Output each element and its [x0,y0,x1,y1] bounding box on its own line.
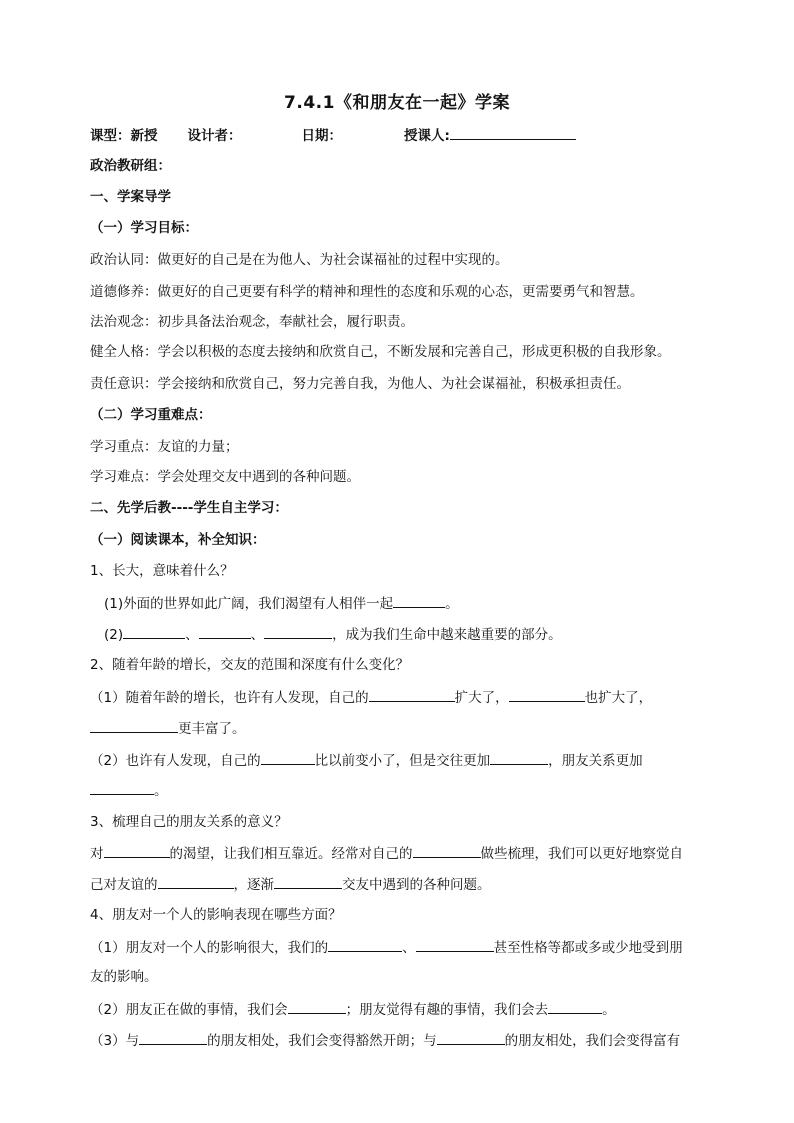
difficult-point: 学习难点：学会处理交友中遇到的各种问题。 [90,469,360,485]
q2a-text: （1）随着年龄的增长，也许有人发现，自己的 [90,690,369,706]
goal-responsibility: 责任意识：学会接纳和欣赏自己，努力完善自我，为他人、为社会谋福祉，积极承担责任。 [90,376,630,392]
q4b-end: 。 [602,1002,616,1018]
fill-blank[interactable] [437,1030,505,1045]
section-1-1-heading: （一）学习目标： [90,220,198,236]
q1b-end: ，成为我们生命中越来越重要的部分。 [332,627,562,643]
q4c-text: 的朋友相处，我们会变得富有 [504,1033,681,1049]
fill-blank[interactable] [288,999,346,1014]
goal-personality: 健全人格：学会以积极的态度去接纳和欣赏自己，不断发展和完善自己，形成更积极的自我形象。 [90,344,671,360]
fill-blank[interactable] [139,1030,207,1045]
q3b-text: 交友中遇到的各种问题。 [342,877,491,893]
q1a-end: 。 [445,596,459,612]
question-2b-cont [90,780,168,801]
goal-political: 政治认同：做更好的自己是在为他人、为社会谋福祉的过程中实现的。 [90,252,509,268]
page-title: 7.4.1《和朋友在一起》学案 [284,93,510,113]
question-4a [90,937,683,958]
q1a-text: (1)外面的世界如此广阔，我们渴望有人相伴一起 [104,596,394,612]
q2b-text: 比以前变小了，但是交往更加 [314,753,491,769]
question-2a [90,687,652,708]
q3a-text: 做些梳理，我们可以更好地察觉自 [480,846,683,862]
fill-blank[interactable] [123,624,185,639]
question-2b [90,750,643,771]
q2a-end: 更丰富了。 [178,721,246,737]
question-1: 1、长大，意味着什么？ [90,563,234,579]
q1b-text: (2) [104,627,124,643]
fill-blank[interactable] [416,937,494,952]
q3b-text: 己对友谊的 [90,877,158,893]
q1b-sep: 、 [250,627,265,643]
q2b-end: 。 [154,783,168,799]
goal-law: 法治观念：初步具备法治观念，奉献社会，履行职责。 [90,314,414,330]
fill-blank[interactable] [90,718,178,733]
question-2: 2、随着年龄的增长，交友的范围和深度有什么变化？ [90,657,410,673]
section-2-1-heading: （一）阅读课本，补全知识： [90,532,266,548]
question-4a-cont: 友的影响。 [90,969,158,985]
lesson-type: 课型：新授 [90,128,158,144]
fill-blank[interactable] [393,593,445,608]
fill-blank[interactable] [158,874,234,889]
q2a-text: 也扩大了， [584,690,653,706]
fill-blank[interactable] [274,874,342,889]
fill-blank[interactable] [328,937,402,952]
question-4c [90,1030,680,1051]
q4a-text: （1）朋友对一个人的影响很大，我们的 [90,940,329,956]
fill-blank[interactable] [548,999,602,1014]
q4b-text: （2）朋友正在做的事情，我们会 [90,1002,288,1018]
section-1-2-heading: （二）学习重难点： [90,407,212,423]
question-1a [104,593,459,614]
section-2-heading: 二、先学后教----学生自主学习： [90,500,288,516]
question-1b [104,624,562,645]
question-4: 4、朋友对一个人的影响表现在哪些方面？ [90,907,342,923]
q4c-text: （3）与 [90,1033,140,1049]
fill-blank[interactable] [413,843,481,858]
q4a-text: 甚至性格等都或多或少地受到朋 [493,940,683,956]
q2b-text: ，朋友关系更加 [548,753,643,769]
q4c-text: 的朋友相处，我们会变得豁然开朗；与 [207,1033,437,1049]
fill-blank[interactable] [490,750,548,765]
question-2a-cont [90,718,246,739]
q3a-text: 的渴望，让我们相互靠近。经常对自己的 [169,846,413,862]
q4b-text: ；朋友觉得有趣的事情，我们会去 [345,1002,549,1018]
q2a-text: 扩大了， [454,690,509,706]
fill-blank[interactable] [261,750,315,765]
fill-blank[interactable] [104,843,170,858]
section-1-heading: 一、学案导学 [90,189,171,205]
question-4b [90,999,616,1020]
q2b-text: （2）也许有人发现，自己的 [90,753,261,769]
q1b-sep: 、 [185,627,199,643]
group-label: 政治教研组： [90,158,171,174]
goal-moral: 道德修养：做更好的自己更要有科学的精神和理性的态度和乐观的心态，更需要勇气和智慧。 [90,284,644,300]
question-3b [90,874,491,895]
fill-blank[interactable] [199,624,251,639]
date-label: 日期： [301,128,342,144]
fill-blank[interactable] [264,624,332,639]
fill-blank[interactable] [369,687,455,702]
meta-row [90,125,576,146]
q3a-text: 对 [90,846,104,862]
teacher-blank[interactable] [450,125,576,140]
q4a-sep: 、 [402,940,416,956]
question-3a [90,843,683,864]
key-point: 学习重点：友谊的力量； [90,439,239,455]
q3b-text: ，逐渐 [233,877,274,893]
fill-blank[interactable] [90,780,154,795]
designer-label: 设计者： [187,128,242,144]
teacher-label: 授课人: [404,128,450,144]
fill-blank[interactable] [509,687,585,702]
question-3: 3、梳理自己的朋友关系的意义？ [90,814,288,830]
